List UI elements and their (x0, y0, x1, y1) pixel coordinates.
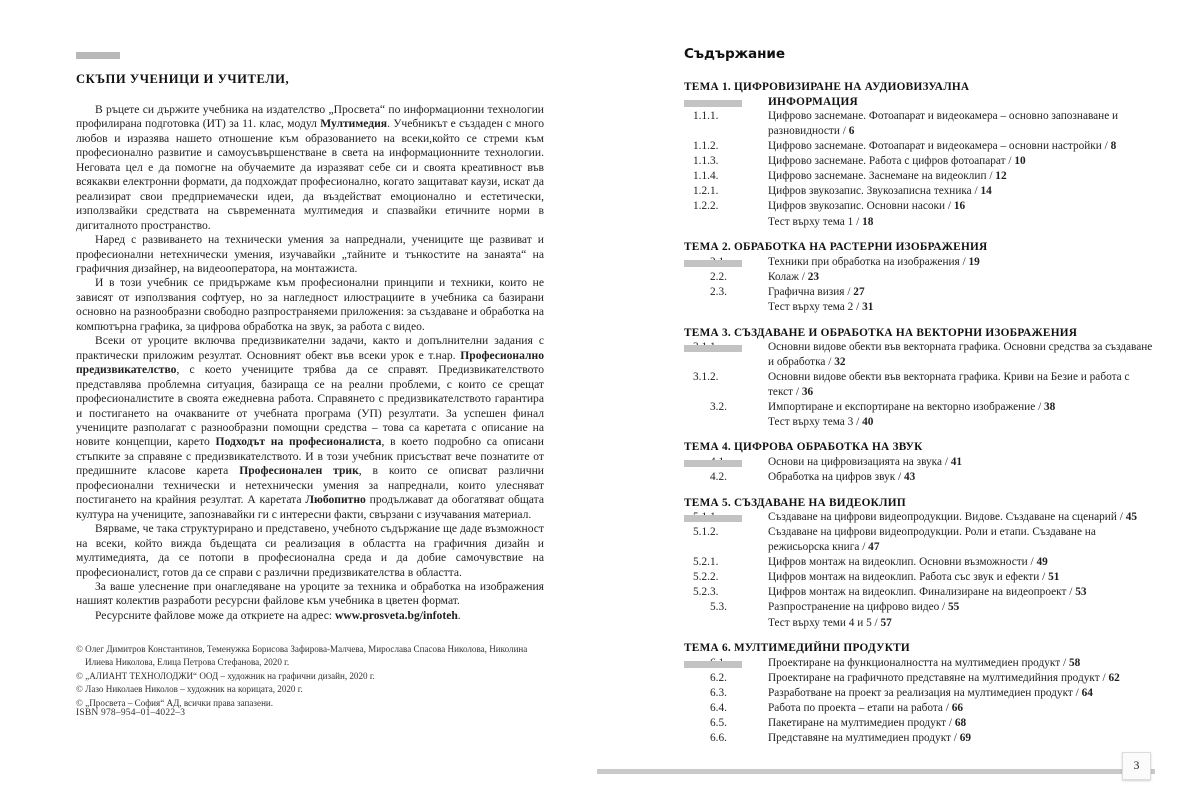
toc-theme-title: ТЕМА 3. СЪЗДАВАНЕ И ОБРАБОТКА НА ВЕКТОРНИ ИЗОБРАЖЕНИЯ (684, 326, 1078, 339)
toc-entry-text: Цифров звукозапис. Звукозаписна техника / 14 (768, 185, 992, 198)
toc-entry-text: Цифрово заснемане. Фотоапарат и видеокамера – основни настройки / 8 (768, 139, 1117, 152)
copyright-line: © „Просвета – София“ АД, всички права запазени. (76, 697, 274, 708)
toc-entry-text: Основи на цифровизацията на звука / 41 (768, 455, 963, 468)
toc-entry[interactable] (684, 184, 1154, 199)
toc-theme (684, 80, 1154, 229)
toc-entry-number: 1.2.1. (693, 185, 719, 198)
toc-entry-text: Създаване на цифрови видеопродукции. Видове. Създаване на сценарий / 45 (768, 511, 1137, 524)
toc-entry[interactable] (684, 470, 1154, 485)
toc-test-entry[interactable] (684, 616, 1154, 631)
toc-entry-number: 3.2. (710, 400, 727, 413)
toc-entry-number: 1.2.2. (693, 200, 719, 213)
toc-entry-number: 1.1.2. (693, 139, 719, 152)
toc-entry-number: 5.2.2. (693, 571, 719, 584)
toc-entry-text: Колаж / 23 (768, 270, 820, 283)
theme-marker-bar (684, 661, 742, 668)
theme-marker-bar (684, 260, 742, 267)
toc-entry-number: 2.3. (710, 286, 727, 298)
toc-theme-title: ТЕМА 6. МУЛТИМЕДИЙНИ ПРОДУКТИ (684, 642, 910, 655)
toc-entry-text: Основни видове обекти във векторната графика. Основни средства за създаване и обработка / 32 (768, 341, 1153, 368)
toc-entry-text: Цифрово заснемане. Фотоапарат и видеокамера – основно запознаване и разновидности / 6 (768, 110, 1119, 137)
decorative-bar (76, 52, 120, 59)
copyright-line: © Лазо Николаев Николов – художник на корицата, 2020 г. (76, 684, 303, 695)
toc-theme-title-line2: ИНФОРМАЦИЯ (768, 95, 858, 108)
toc-entry-number: 6.2. (710, 671, 727, 684)
toc-entry[interactable] (684, 525, 1154, 554)
table-of-contents (684, 46, 1154, 747)
toc-entry[interactable] (684, 139, 1154, 154)
preface-paragraph: В ръцете си държите учебника на издателство „Просвета“ по информационни технологии профилирана подготовка (ИТ) за 11. клас, модул Мултимедия. Учебникът е създаден с много любов и изразява нашето отношение към образованието на всеки,който се стреми към професионално развитие и самоусъвършенстване в света на информационните технологии. Неговата цел е да помогне на обучаемите да изразяват себе си и своята креативност във всякакви електронни формати, да подхождат професионално, когато защитават каузи, искат да реализират свои предприемачески идеи, да въздействат емоционално и естетически, използвайки средствата на съвременната мултимедия и спазвайки етичните норми в дигиталното пространство. (76, 103, 544, 232)
toc-theme-title: ТЕМА 4. ЦИФРОВА ОБРАБОТКА НА ЗВУК (684, 441, 923, 454)
theme-marker-bar (684, 460, 742, 467)
toc-entry-text: Цифров монтаж на видеоклип. Финализиране на видеопроект / 53 (768, 586, 1087, 599)
toc-entry[interactable] (684, 255, 1154, 270)
toc-entry-text: Работа по проекта – етапи на работа / 66 (768, 702, 964, 715)
toc-entry[interactable] (684, 285, 1154, 300)
toc-entry-text: Проектиране на графичното представяне на мултимедийния продукт / 62 (768, 671, 1120, 684)
toc-entry-number: 3.1.2. (693, 370, 719, 383)
toc-entry-text: Цифрово заснемане. Заснемане на видеоклип / 12 (768, 170, 1007, 183)
toc-entry-text: Импортиране и експортиране на векторно изображение / 38 (768, 400, 1056, 413)
toc-entry-number: 5.2.1. (693, 556, 719, 569)
toc-theme (684, 326, 1154, 430)
toc-entry-number: 2.2. (710, 270, 727, 283)
toc-entry[interactable] (684, 199, 1154, 214)
toc-entry-text: Цифров монтаж на видеоклип. Основни възможности / 49 (768, 556, 1048, 569)
toc-themes (684, 80, 1154, 746)
toc-theme (684, 440, 1154, 484)
preface-paragraph: За ваше улеснение при онагледяване на уроците за техника и обработка на изображения нашият колектив разработи ресурсни файлове към учебника в цветен формат. (76, 579, 544, 608)
toc-test-entry[interactable] (684, 415, 1154, 430)
toc-entry[interactable] (684, 716, 1154, 731)
toc-entry-text: Тест върху тема 3 / 40 (768, 415, 874, 428)
toc-entry[interactable] (684, 701, 1154, 716)
toc-entry-text: Цифров звукозапис. Основни насоки / 16 (768, 200, 966, 213)
toc-entry-number: 4.2. (710, 471, 727, 484)
copyright-block (76, 643, 546, 710)
toc-entry[interactable] (684, 154, 1154, 169)
toc-entry-number: 1.1.4. (693, 170, 719, 183)
page-number-badge: 3 (1122, 752, 1151, 780)
preface-paragraph: Вярваме, че така структурирано и представено, учебното съдържание ще даде възможност на всеки, който вижда бъдещата си реализация в областта на графичния дизайн и мултимедията, да се потопи в професионална среда и да добие самочувствие на професионалист, готов да се справи с различни предизвикателства в областта. (76, 522, 544, 579)
toc-entry-text: Разработване на проект за реализация на мултимедиен продукт / 64 (768, 687, 1093, 700)
preface-paragraph: Наред с развиването на технически умения за напреднали, учениците ще развиват и професионални нетехнически умения, изучавайки „тайните и тънкостите на занаята“ на графичния дизайнер, на видеооператора, на монтажиста. (76, 233, 544, 275)
toc-entry-text: Цифров монтаж на видеоклип. Работа със звук и ефекти / 51 (768, 571, 1060, 584)
toc-entry[interactable] (684, 455, 1154, 470)
toc-entry[interactable] (684, 555, 1154, 570)
toc-theme (684, 641, 1154, 746)
toc-entry-number: 6.5. (710, 717, 727, 730)
toc-entry-number: 5.3. (710, 601, 727, 614)
toc-entry-text: Основни видове обекти във векторната графика. Криви на Безие и работа с текст / 36 (768, 370, 1130, 398)
toc-theme-title: ТЕМА 5. СЪЗДАВАНЕ НА ВИДЕОКЛИП (684, 496, 906, 509)
toc-entry[interactable] (684, 370, 1154, 399)
toc-entry-text: Създаване на цифрови видеопродукции. Роли и етапи. Създаване на режисьорска книга / 47 (768, 526, 1096, 553)
toc-entry-text: Тест върху теми 4 и 5 / 57 (768, 616, 892, 629)
toc-entry[interactable] (684, 169, 1154, 184)
toc-theme (684, 496, 1154, 631)
toc-entry-number: 6.3. (710, 687, 727, 700)
preface-paragraph: Ресурсните файлове може да откриете на адрес: www.prosveta.bg/infoteh. (95, 608, 461, 622)
toc-entry[interactable] (684, 731, 1154, 746)
toc-entry[interactable] (684, 686, 1154, 701)
preface-paragraphs (76, 103, 544, 623)
toc-theme-title: ТЕМА 1. ЦИФРОВИЗИРАНЕ НА АУДИОВИЗУАЛНА (684, 81, 970, 93)
theme-marker-bar (684, 515, 742, 522)
toc-entry-text: Пакетиране на мултимедиен продукт / 68 (768, 717, 967, 730)
copyright-line: © „АЛИАНТ ТЕХНОЛОДЖИ“ ООД – художник на графични дизайн, 2020 г. (76, 670, 375, 681)
footer-rule (597, 769, 1155, 774)
toc-entry-text: Цифрово заснемане. Работа с цифров фотоапарат / 10 (768, 155, 1026, 168)
toc-entry-number: 6.6. (710, 732, 727, 745)
toc-entry-text: Обработка на цифров звук / 43 (768, 471, 916, 484)
preface-paragraph: Всеки от уроците включва предизвикателни задачи, както и допълнителни задания с практически приложим резултат. Основният обект във всеки урок е т.нар. Професионално предизвикателство, с което учениците трябва да се справят. Предизвикателството представлява проблемна ситуация, базираща се на реални проблеми, с които се срещат професионалистите в своята ежедневна работа. Справянето с предизвикателството гарантира и постигането на очакваните от учебната програма (УП) резултати. За успешен финал учениците разполагат с разнообразни помощни средства – това са каретата с описание на новите концепции, карето Подходът на професионалиста, в което подробно са описани стъпките за справяне с предизвикателството. И в този учебник присъстват вече познатите от предишните класове карета Професионален трик, в които се описват различни професионални технически и нетехнически умения за напреднали, които улесняват постигането на крайния резултат. А каретата Любопитно продължават да обогатяват общата култура на учениците, запознавайки ги с интересни факти, свързани с изучавания материал. (76, 334, 544, 521)
toc-theme-title: ТЕМА 2. ОБРАБОТКА НА РАСТЕРНИ ИЗОБРАЖЕНИЯ (684, 241, 988, 254)
toc-entry-text: Тест върху тема 2 / 31 (768, 301, 874, 314)
toc-entry-number: 1.1.3. (693, 155, 719, 168)
toc-entry[interactable] (684, 510, 1154, 525)
toc-entry[interactable] (684, 340, 1154, 369)
toc-entry-text: Разпространение на цифрово видео / 55 (768, 601, 960, 614)
toc-entry-number: 5.1.2. (693, 526, 719, 539)
toc-entry[interactable] (684, 671, 1154, 686)
toc-heading: Съдържание (684, 46, 785, 62)
toc-entry[interactable] (684, 570, 1154, 585)
toc-entry-text: Графична визия / 27 (768, 286, 865, 298)
preface-section (76, 52, 544, 623)
toc-entry[interactable] (684, 656, 1154, 671)
right-page (600, 0, 1200, 807)
toc-entry-text: Техники при обработка на изображения / 19 (768, 255, 980, 268)
toc-entry[interactable] (684, 270, 1154, 285)
toc-test-entry[interactable] (684, 215, 1154, 230)
theme-marker-bar (684, 100, 742, 107)
copyright-line: © Олег Димитров Константинов, Теменужка Борисова Зафирова-Малчева, Мирослава Спасова Николова, Николина Илиева Николова, Елица Петрова Стефанова, 2020 г. (76, 644, 528, 668)
toc-entry[interactable] (684, 400, 1154, 415)
preface-paragraph: И в този учебник се придържаме към професионални принципи и техники, които не зависят от използвания софтуер, но за нагледност илюстрациите в учебника са базирани основно на разнообразни свободно разпространяеми приложения: за създаване и обработка на компютърна графика, за цифрова обработка на звук, за работа с видео. (76, 276, 544, 333)
isbn-line: ISBN 978–954–01–4022–3 (76, 708, 186, 718)
toc-entry-number: 5.2.3. (693, 586, 719, 599)
toc-test-entry[interactable] (684, 300, 1154, 315)
theme-marker-bar (684, 345, 742, 352)
page-title: СКЪПИ УЧЕНИЦИ И УЧИТЕЛИ, (76, 72, 290, 86)
toc-entry-number: 1.1.1. (693, 110, 719, 123)
toc-theme (684, 240, 1154, 315)
toc-entry-number: 6.4. (710, 702, 727, 715)
toc-entry[interactable] (684, 109, 1154, 138)
toc-entry-text: Проектиране на функционалността на мултимедиен продукт / 58 (768, 656, 1081, 669)
toc-entry-text: Представяне на мултимедиен продукт / 69 (768, 732, 972, 745)
toc-entry-text: Тест върху тема 1 / 18 (768, 215, 874, 228)
toc-entry[interactable] (684, 585, 1154, 600)
toc-entry[interactable] (684, 600, 1154, 615)
